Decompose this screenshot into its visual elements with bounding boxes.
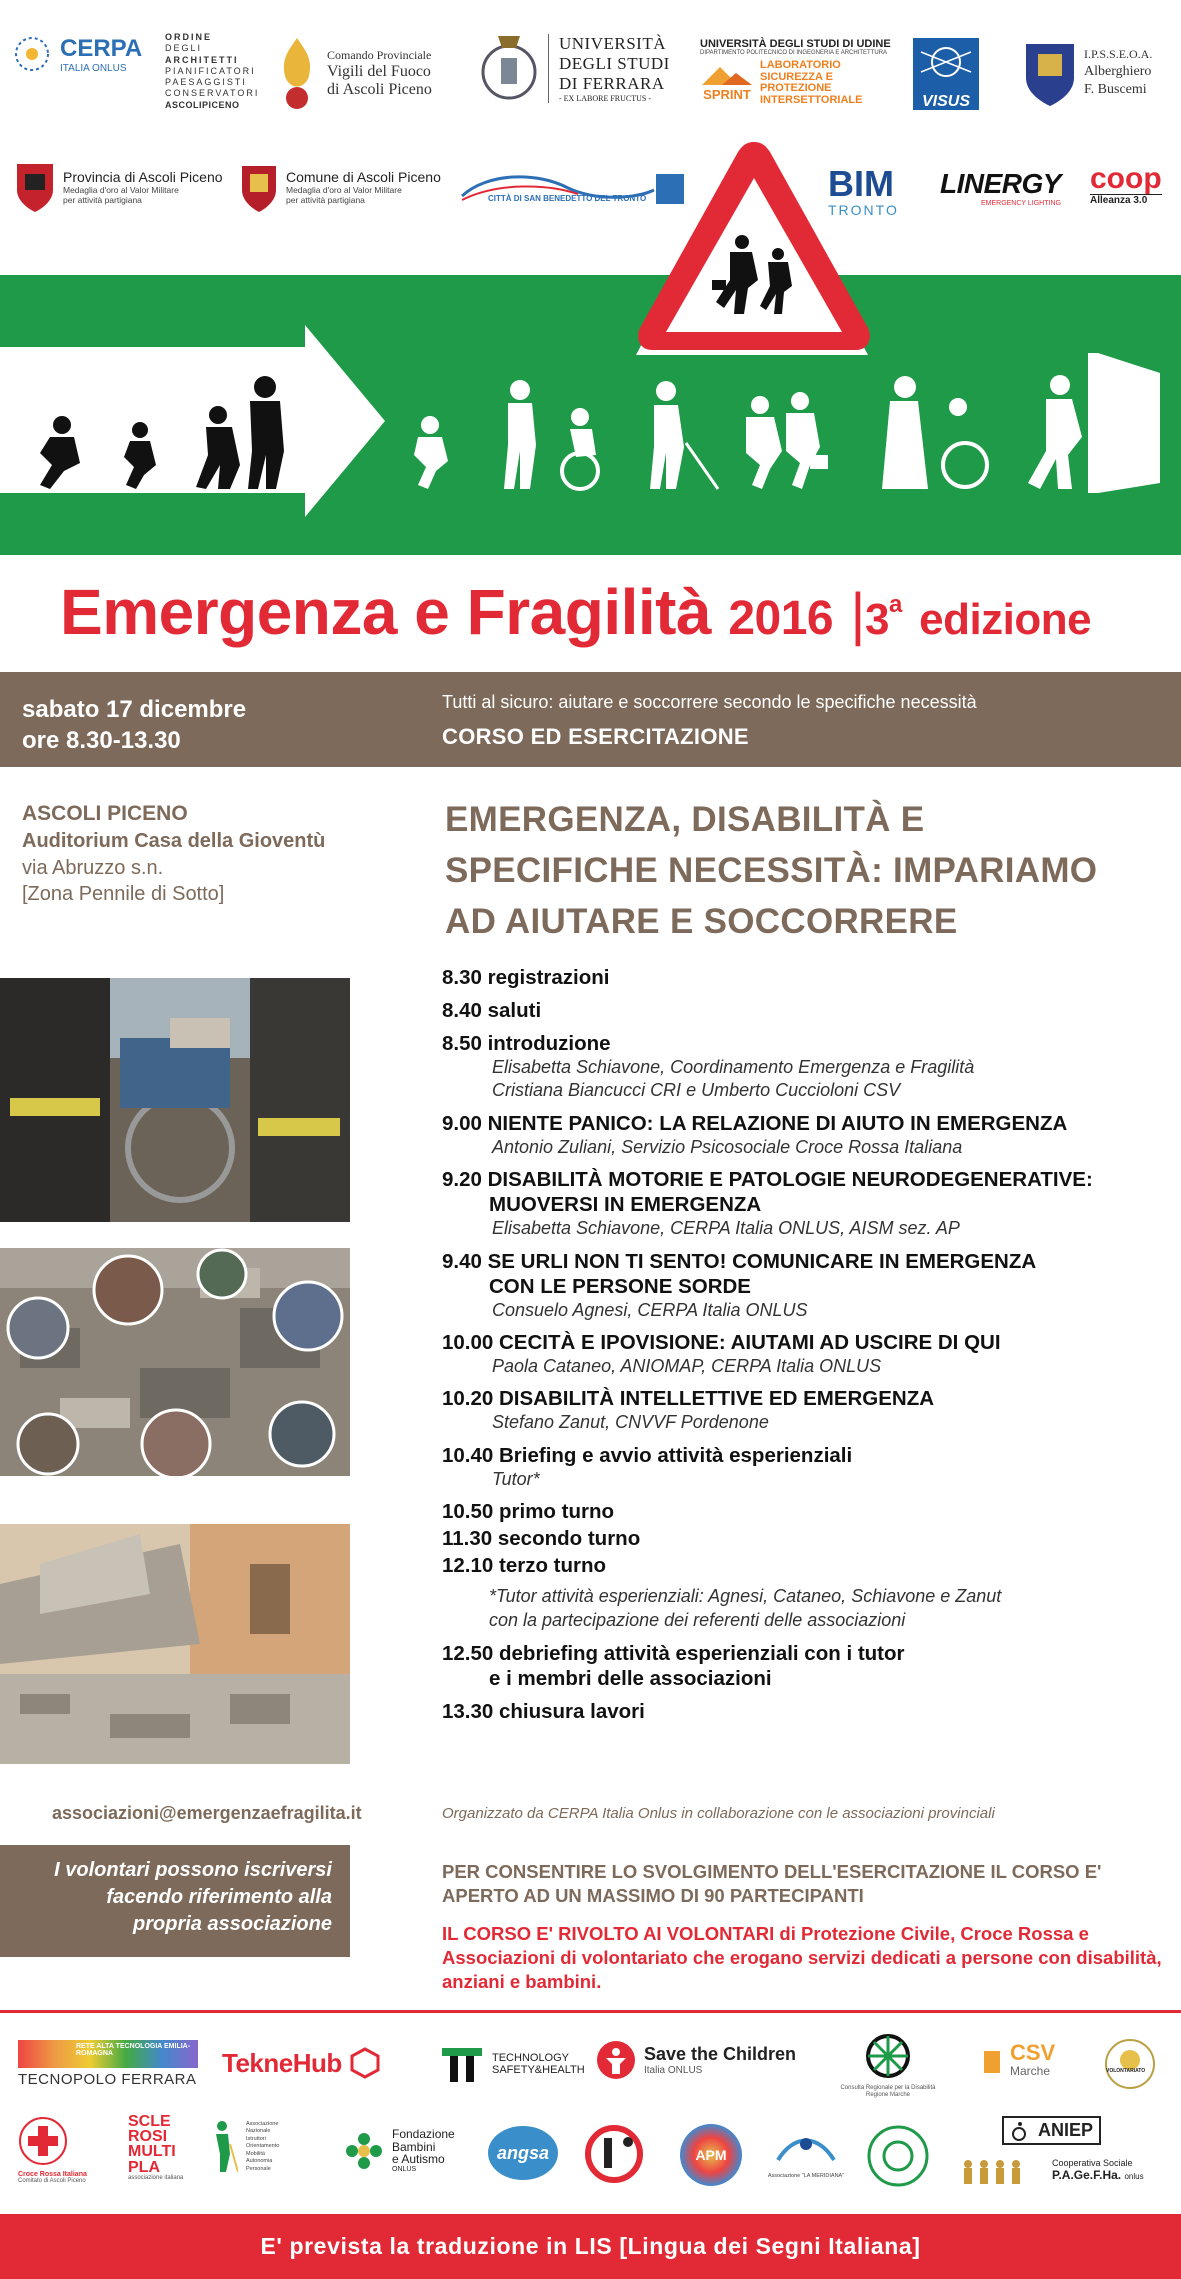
ipsseoa-line: F. Buscemi [1084,81,1147,97]
logo-consulta-disabilita [828,2032,948,2098]
fondazione-sub: ONLUS [392,2165,417,2173]
tsh-line: SAFETY&HEALTH [492,2064,585,2076]
visus-name: VISUS [921,93,970,110]
logo-angsa [488,2126,558,2180]
meridiana-name: Associazione "LA MERIDIANA" [767,2173,845,2179]
logo-save-the-children [596,2040,796,2080]
program-speaker: Paola Cataneo, ANIOMAP, CERPA Italia ONLUS [492,1355,882,1376]
pagefha-people-icon [960,2158,1044,2184]
visus-stars-icon [913,38,979,88]
lis-translation-notice: E' prevista la traduzione in LIS [Lingua dei Segni Italiana] [0,2214,1181,2279]
course-headline [445,795,1145,947]
tsh-icon [440,2044,484,2084]
logo-unife [478,28,670,108]
logo-tecnopolo [18,2040,198,2088]
aniomap-line: Mobilità [246,2150,265,2157]
logo-pagefha [960,2158,1144,2184]
program-title: 10.00 CECITÀ E IPOVISIONE: AIUTAMI AD USCIRE DI QUI [442,1330,1001,1354]
vigili-line: Vigili del Fuoco [327,62,431,80]
capacity-notice: PER CONSENTIRE LO SVOLGIMENTO DELL'ESERCITAZIONE IL CORSO E' APERTO AD UN MASSIMO DI 90 PARTECIPANTI [442,1861,1102,1907]
logo-udine [700,38,891,106]
tecnopolo-strip: RETE ALTA TECNOLOGIA EMILIA-ROMAGNA [76,2043,191,2057]
provincia-sub: Medaglia d'oro al Valor Militare [63,185,179,195]
comune-shield-icon [240,160,278,214]
lab-line: SICUREZZA E [760,70,833,83]
program-item [442,965,1162,990]
architetti-line: ARCHITETTI [165,54,239,65]
edition-superscript: a [888,591,902,618]
lab-line: INTERSETTORIALE [760,93,863,106]
program-note: *Tutor attività esperienziali: Agnesi, Cataneo, Schiavone e Zanut [489,1586,1002,1607]
program-speaker: Stefano Zanut, CNVVF Pordenone [492,1412,769,1433]
vigili-line: di Ascoli Piceno [327,80,432,98]
logo-csv-marche [982,2042,1055,2078]
aniomap-line: Nazionale [246,2128,271,2135]
volunteers-line: I volontari possono iscriversi [54,1859,332,1881]
headline-line: EMERGENZA, DISABILITÀ E [445,800,925,839]
fondazione-flower-icon [344,2131,384,2171]
logo-ui [584,2124,650,2184]
photo-rescue-wheelchair [0,978,350,1222]
location-zone: [Zona Pennile di Sotto] [22,883,225,906]
program-title: 12.50 debriefing attività esperienziali con i tutor [442,1641,905,1665]
program-item [442,1249,1162,1322]
unife-line: DEGLI STUDI [559,53,670,73]
logo-comune [240,160,441,214]
logo-cerpa [12,34,142,74]
fondazione-line: Bambini [392,2139,436,2154]
volontariato-name: VOLONTARIATO [1106,2068,1146,2074]
program-item [442,1386,1162,1434]
architetti-line: CONSERVATORI [165,88,260,99]
volontariato-icon [1104,2038,1156,2090]
program-speaker: Cristiana Biancucci CRI e Umberto Cuccioloni CSV [492,1080,901,1101]
aniomap-line: Personale [246,2165,271,2172]
program-title-continued: MUOVERSI IN EMERGENZA [489,1193,762,1217]
program-title: 12.10 terzo turno [442,1554,607,1578]
consulta-line: Regione Marche [865,2091,911,2098]
fondazione-line: e Autismo [392,2152,445,2167]
unife-line: UNIVERSITÀ [559,33,666,53]
university-crest-icon [478,28,540,108]
logo-coop [1090,164,1162,206]
sol-circle-icon [866,2124,930,2188]
red-cross-icon [18,2116,68,2166]
photo-collapsed-building [0,1524,350,1764]
logo-volontariato [1104,2038,1156,2095]
apm-name: APM [695,2147,727,2163]
event-time: ore 8.30-13.30 [22,727,181,755]
logo-vigili-del-fuoco [275,36,432,112]
architetti-line: PIANIFICATORI [165,65,256,76]
program-title: 13.30 chiusura lavori [442,1699,645,1723]
volunteers-box [0,1845,350,1957]
program-item [442,1699,1162,1724]
program-speaker: Elisabetta Schiavone, CERPA Italia ONLUS, AISM sez. AP [492,1218,960,1239]
firefighter-emblem-icon [275,36,319,112]
logo-apm [680,2124,742,2186]
program-schedule [442,965,1162,1732]
location-venue: Auditorium Casa della Gioventù [22,829,326,852]
architetti-line: ASCOLIPICENO [165,99,240,110]
target-audience: IL CORSO E' RIVOLTO AI VOLONTARI di Protezione Civile, Croce Rossa e Associazioni di volontariato che erogano servizi dedicati a persone con disabilità, anziani e bambini. [442,1923,1162,1993]
program-title: 8.40 saluti [442,999,542,1022]
sprint-icon [700,65,754,87]
architetti-line: ORDINE [165,32,213,42]
contact-email[interactable]: associazioni@emergenzaefragilita.it [52,1803,362,1823]
consulta-wheel-icon [864,2032,912,2080]
location-address: via Abruzzo s.n. [22,856,164,879]
fondazione-line: Fondazione [392,2127,455,2141]
wheelchair-icon [1010,2121,1030,2141]
sclerosi-line: MULTI [128,2143,176,2161]
program-item [442,1330,1162,1378]
csv-name: CSV [1010,2040,1056,2065]
logo-provincia [15,160,223,214]
bim-name: BIM [828,163,894,204]
consulta-line: Consulta Regionale per la Disabilità [840,2085,936,2091]
logo-teknehub [222,2047,380,2079]
program-speaker: Elisabetta Schiavone, Coordinamento Emergenza e Fragilità [492,1057,975,1077]
program-title: 10.20 DISABILITÀ INTELLETTIVE ED EMERGENZA [442,1387,935,1411]
comune-title: Comune di Ascoli Piceno [286,169,441,185]
volunteers-line: propria associazione [133,1913,332,1935]
program-speaker: Antonio Zuliani, Servizio Psicosociale Croce Rossa Italiana [492,1136,963,1157]
logo-croce-rossa [18,2116,98,2184]
event-location [22,800,352,908]
program-item [442,1111,1162,1159]
program-note: con la partecipazione dei referenti delle associazioni [489,1610,906,1631]
headline-line: SPECIFICHE NECESSITÀ: IMPARIAMO [445,850,1098,890]
tecnopolo-name: TECNOPOLO FERRARA [18,2071,197,2088]
edition-word: edizione [919,595,1092,644]
provincia-sub: per attività partigiana [63,195,142,205]
title-main: Emergenza e Fragilità [60,576,712,648]
course-label: CORSO ED ESERCITAZIONE [442,724,749,749]
stc-sub: Italia ONLUS [644,2065,703,2076]
vigili-line: Comando Provinciale [327,47,432,62]
pagefha-line: P.A.Ge.F.Ha. [1052,2168,1122,2183]
program-title-continued: e i membri delle associazioni [489,1666,772,1690]
stc-name: Save the Children [644,2044,797,2064]
teknehub-name: TekneHub [222,2047,342,2078]
comune-sub: Medaglia d'oro al Valor Militare [286,185,402,195]
title-separator: | [850,582,865,647]
location-city: ASCOLI PICENO [22,802,188,825]
provincia-shield-icon [15,160,55,214]
ipsseoa-shield-icon [1024,38,1076,108]
date-band [0,672,1181,767]
logo-aniomap [208,2120,279,2174]
csv-icon [982,2045,1002,2075]
comune-sub: per attività partigiana [286,195,365,205]
program-item [442,1167,1162,1240]
title-year: 2016 [728,592,834,645]
sclerosi-sub: associazione italiana [128,2174,184,2181]
ipsseoa-line: Alberghiero [1084,63,1152,79]
aniep-name: ANIEP [1038,2120,1094,2140]
logo-linergy [940,168,1061,207]
sclerosi-line: PLA [128,2158,160,2176]
meridiana-icon [774,2124,838,2168]
program-item [442,1031,1162,1103]
lab-line: LABORATORIO [760,59,841,71]
logo-ipsseoa [1024,38,1152,108]
logo-technology-safety [440,2044,585,2084]
logo-visus [913,38,979,110]
tecnopolo-strip-icon [18,2040,198,2068]
program-title: 9.40 SE URLI NON TI SENTO! COMUNICARE IN EMERGENZA [442,1249,1037,1273]
teknehub-hex-icon [350,2047,380,2079]
cerpa-icon [12,34,52,74]
logo-sclerosi-multipla [128,2114,183,2181]
divider [0,2010,1181,2013]
ipsseoa-line: I.P.S.S.E.O.A. [1084,47,1153,62]
volunteers-line: facendo riferimento alla [106,1886,332,1908]
warning-triangle-icon [630,132,878,362]
program-speaker: Tutor* [492,1468,540,1489]
architetti-line: PAESAGGISTI [165,77,247,87]
logo-fondazione-autismo [344,2128,455,2173]
program-item [442,1499,1162,1524]
program-item [442,1641,1162,1691]
udine-dept: DIPARTIMENTO POLITECNICO DI INGEGNERIA E ARCHITETTURA [700,50,888,56]
program-title: 10.50 primo turno [442,1500,615,1524]
program-item [442,1553,1162,1578]
cerpa-name: CERPA [60,34,143,62]
program-speaker: Consuelo Agnesi, CERPA Italia ONLUS [492,1299,808,1320]
event-title [0,575,1181,655]
event-date: sabato 17 dicembre [22,696,247,723]
program-item [442,1443,1162,1491]
photo-people-rubble-collage [0,1248,350,1476]
tsh-line: TECHNOLOGY [492,2051,570,2064]
unife-line: DI FERRARA [559,73,665,93]
provincia-title: Provincia di Ascoli Piceno [63,169,223,185]
aniomap-line: Orientamento [246,2143,280,2150]
program-item [442,1526,1162,1551]
pagefha-sub: onlus [1124,2172,1144,2182]
program-title: 10.40 Briefing e avvio attività esperienziali [442,1443,853,1467]
hero-evacuation-graphic [0,275,1181,560]
angsa-name: angsa [496,2142,550,2163]
bim-sub: TRONTO [828,202,899,218]
architetti-line: DEGLI [165,43,203,54]
program-item [442,998,1162,1023]
cri-line: Croce Rossa Italiana [18,2171,87,2178]
linergy-sub: EMERGENCY LIGHTING [980,200,1061,207]
save-the-children-icon [596,2040,636,2080]
logo-aniep [1002,2116,1101,2145]
csv-sub: Marche [1010,2064,1051,2078]
logo-meridiana [766,2124,846,2179]
program-title: 8.30 registrazioni [442,966,610,989]
program-title: 9.00 NIENTE PANICO: LA RELAZIONE DI AIUTO IN EMERGENZA [442,1111,1068,1135]
ui-icon [584,2124,650,2184]
aniomap-line: Associazione [246,2121,279,2128]
organized-by: Organizzato da CERPA Italia Onlus in collaborazione con le associazioni provinciali [442,1805,995,1822]
logo-circle-sol [866,2124,930,2188]
linergy-name: LINERGY [940,168,1061,199]
event-subtitle: Tutti al sicuro: aiutare e soccorrere secondo le specifiche necessità [442,692,977,712]
sclerosi-line: SCLE [128,2113,171,2130]
program-title: 9.20 DISABILITÀ MOTORIE E PATOLOGIE NEURODEGENERATIVE: [442,1168,1093,1192]
coop-sub: Alleanza 3.0 [1090,194,1162,206]
sprint-label: SPRINT [703,86,751,102]
sclerosi-line: ROSI [128,2128,168,2146]
logo-architetti [165,32,259,111]
program-title: 11.30 secondo turno [442,1527,641,1551]
aniomap-walker-icon [208,2120,238,2174]
san-benedetto-name: CITTÀ DI SAN BENEDETTO DEL TRONTO [488,194,647,203]
program-title: 8.50 introduzione [442,1032,611,1055]
unife-motto: - EX LABORE FRUCTUS - [559,93,652,103]
lab-line: PROTEZIONE [760,82,832,95]
headline-line: AD AIUTARE E SOCCORRERE [445,901,958,941]
program-item [442,1584,1162,1633]
aniomap-line: Autonomia [246,2158,273,2165]
pagefha-line: Cooperativa Sociale [1052,2158,1133,2169]
udine-title: UNIVERSITÀ DEGLI STUDI DI UDINE [700,38,891,50]
edition-number: 3 [864,595,889,644]
coop-name: coop [1090,162,1162,195]
cri-line: Comitato di Ascoli Piceno [18,2178,86,2184]
program-title-continued: CON LE PERSONE SORDE [489,1274,751,1298]
cerpa-sub: ITALIA ONLUS [60,62,127,74]
aniomap-line: Istruttori [246,2135,266,2142]
